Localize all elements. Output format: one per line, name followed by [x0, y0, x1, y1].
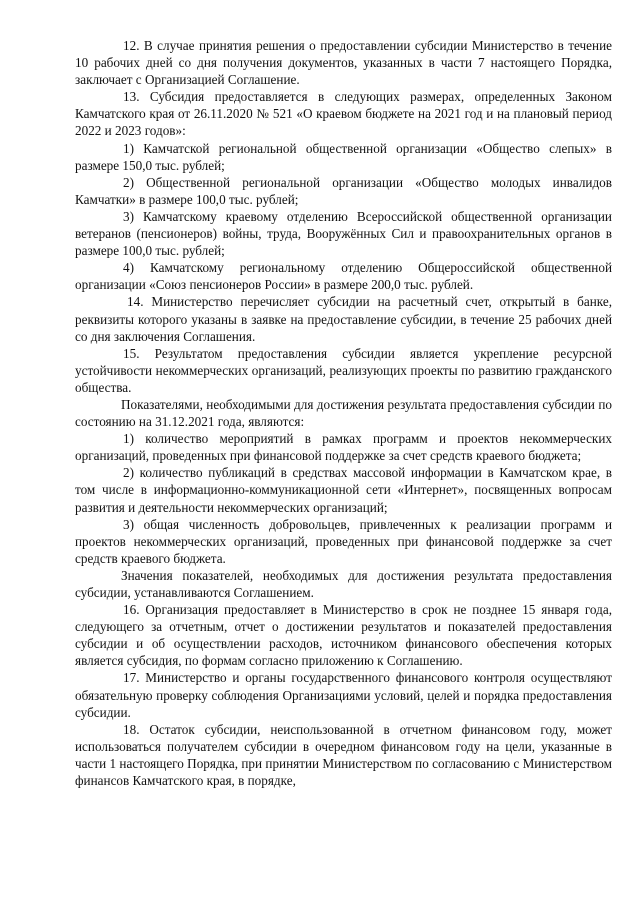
document-body	[75, 37, 612, 789]
indicator-item-2: 2) количество публикаций в средствах массовой информации в Камчатском крае, в том числе в информационно-коммуникационной сети «Интернет», посвященных вопросам развития и деятельности некоммерческих организаций;	[75, 465, 612, 515]
subsidy-item-3: 3) Камчатскому краевому отделению Всероссийской общественной организации ветеранов (пенсионеров) войны, труда, Вооружённых Сил и правоохранительных органов в размере 100,0 тыс. рублей;	[75, 208, 612, 259]
paragraph-18: 18. Остаток субсидии, неиспользованной в отчетном финансовом году, может использоваться получателем субсидии в очередном финансовом году на цели, указанные в части 1 настоящего Порядка, при принятии Министерством по согласованию с Министерством финансов Камчатского края, в порядке,	[75, 721, 612, 789]
paragraph-15: 15. Результатом предоставления субсидии является укрепление ресурсной устойчивости некоммерческих организаций, реализующих проекты по развитию гражданского общества.	[75, 345, 612, 395]
subsidy-item-2: 2) Общественной региональной организации «Общество молодых инвалидов Камчатки» в размере 100,0 тыс. рублей;	[75, 174, 612, 207]
indicators-intro: Показателями, необходимыми для достижения результата предоставления субсидии по состоянию на 31.12.2021 года, являются:	[75, 396, 612, 430]
indicator-item-1: 1) количество мероприятий в рамках программ и проектов некоммерческих организаций, проведенных при финансовой поддержке за счет средств краевого бюджета;	[75, 431, 612, 464]
paragraph-13: 13. Субсидия предоставляется в следующих размерах, определенных Законом Камчатского края от 26.11.2020 № 521 «О краевом бюджете на 2021 год и на плановый период 2022 и 2023 годов»:	[75, 89, 612, 139]
indicator-item-3: 3) общая численность добровольцев, привлеченных к реализации программ и проектов некоммерческих организаций, проведенных при финансовой поддержке за счет средств краевого бюджета.	[75, 516, 612, 566]
paragraph-16: 16. Организация предоставляет в Министерство в срок не позднее 15 января года, следующего за отчетным, отчет о достижении результатов и показателей предоставления субсидии и об осуществлении расходов, источником финансового обеспечения которых является субсидия, по формам согласно приложению к Соглашению.	[75, 602, 612, 669]
paragraph-14: 14. Министерство перечисляет субсидии на расчетный счет, открытый в банке, реквизиты которого указаны в заявке на предоставление субсидии, в течение 25 рабочих дней со дня заключения Соглашения.	[75, 294, 612, 344]
subsidy-item-1: 1) Камчатской региональной общественной организации «Общество слепых» в размере 150,0 тыс. рублей;	[75, 140, 612, 173]
indicator-values-note: Значения показателей, необходимых для достижения результата предоставления субсидии, устанавливаются Соглашением.	[75, 567, 612, 600]
subsidy-item-4: 4) Камчатскому региональному отделению Общероссийской общественной организации «Союз пенсионеров России» в размере 200,0 тыс. рублей.	[75, 260, 612, 293]
paragraph-17: 17. Министерство и органы государственного финансового контроля осуществляют обязательную проверку соблюдения Организациями условий, целей и порядка предоставления субсидии.	[75, 670, 612, 720]
paragraph-12: 12. В случае принятия решения о предоставлении субсидии Министерство в течение 10 рабочих дней со дня получения документов, указанных в части 7 настоящего Порядка, заключает с Организацией Соглашение.	[75, 38, 612, 88]
